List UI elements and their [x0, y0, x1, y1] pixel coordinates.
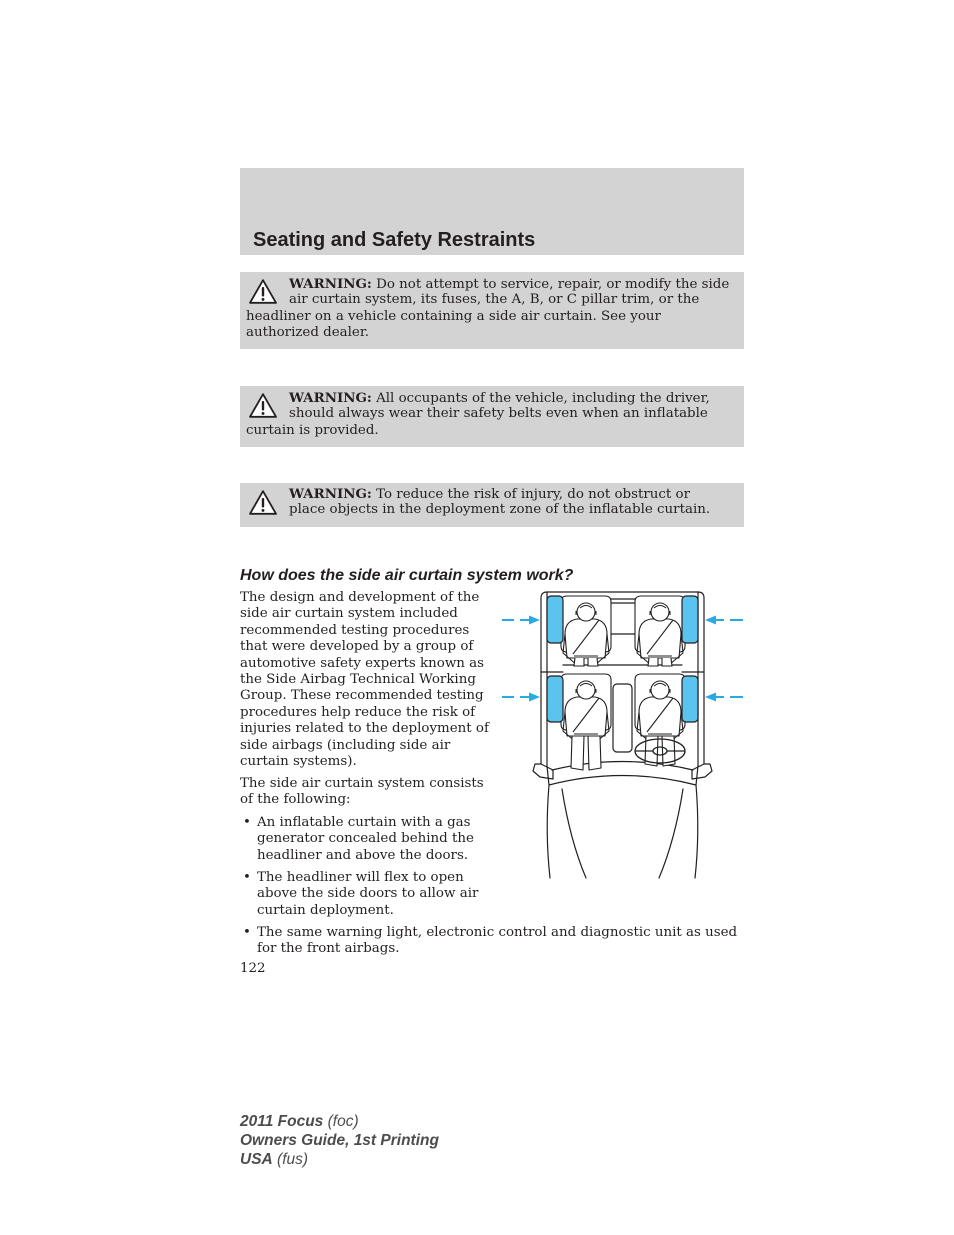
paragraph-line: Group. These recommended testing [240, 688, 484, 704]
arrow-left-front-icon [502, 693, 540, 702]
warning-box-service [240, 272, 744, 349]
footer-model-line [240, 1112, 439, 1131]
warning-label: WARNING: [289, 276, 372, 292]
arrow-right-rear-icon [705, 616, 743, 625]
bullet-glyph: • [243, 870, 251, 885]
footer-region: USA [240, 1151, 273, 1168]
components-intro-paragraph [240, 776, 484, 809]
warning-line [240, 276, 744, 292]
paragraph-line: of the following: [240, 792, 351, 808]
section-header [240, 168, 744, 255]
intro-paragraph [240, 590, 489, 770]
paragraph-line: procedures help reduce the risk of [240, 704, 476, 720]
page-title: Seating and Safety Restraints [253, 229, 536, 251]
paragraph-line: side air curtain system included [240, 606, 458, 622]
footer-region-code: (fus) [277, 1151, 309, 1168]
warning-line: place objects in the deployment zone of the inflatable curtain. [289, 502, 711, 518]
warning-line [240, 486, 744, 502]
bullet-glyph: • [243, 815, 251, 830]
warning-box-deployment-zone [240, 483, 744, 527]
warning-line: authorized dealer. [246, 325, 370, 341]
curtain-right-front [682, 676, 698, 722]
paragraph-line: automotive safety experts known as [240, 655, 485, 671]
curtain-left-front [547, 676, 563, 722]
occupant-driver [635, 674, 685, 766]
section-heading: How does the side air curtain system work? [240, 567, 574, 584]
list-item-line: above the side doors to allow air [257, 886, 479, 902]
occupant-rear-right [635, 596, 685, 666]
warning-label: WARNING: [289, 486, 372, 502]
warning-line: headliner on a vehicle containing a side air curtain. See your [246, 308, 661, 324]
paragraph-line: The side air curtain system consists [240, 776, 484, 791]
list-item-line: for the front airbags. [257, 941, 400, 957]
list-item-line: generator concealed behind the [257, 831, 474, 847]
warning-line: should always wear their safety belts even when an inflatable [289, 406, 708, 422]
footer-model: 2011 Focus [240, 1113, 324, 1130]
side-mirror-left [533, 764, 553, 779]
warning-text: Do not attempt to service, repair, or modify the side [376, 277, 730, 292]
arrow-left-rear-icon [502, 616, 540, 625]
page-number: 122 [240, 961, 266, 976]
paragraph-line: that were developed by a group of [240, 639, 474, 655]
list-item-line: The headliner will flex to open [257, 870, 464, 885]
list-item-line: curtain deployment. [257, 902, 394, 918]
footer-guide-line: Owners Guide, 1st Printing [240, 1132, 439, 1149]
warning-line [240, 390, 744, 406]
paragraph-line: side airbags (including side air [240, 737, 451, 753]
side-mirror-right [692, 764, 712, 779]
paragraph-line: injuries related to the deployment of [240, 721, 489, 737]
arrow-right-front-icon [705, 693, 743, 702]
paragraph-line: curtain systems). [240, 753, 357, 769]
paragraph-line: recommended testing procedures [240, 622, 470, 638]
warning-line: air curtain system, its fuses, the A, B, or C pillar trim, or the [289, 292, 700, 308]
warning-label: WARNING: [289, 390, 372, 406]
dashboard-and-hood [547, 762, 698, 879]
curtain-right-rear [682, 596, 698, 643]
list-item-line: An inflatable curtain with a gas [257, 815, 471, 830]
warning-line: curtain is provided. [246, 422, 379, 438]
warning-box-safety-belts [240, 386, 744, 447]
footer-model-code: (foc) [327, 1113, 359, 1130]
bullet-glyph: • [243, 925, 251, 940]
steering-wheel [635, 739, 685, 763]
paragraph-line: The design and development of the [240, 590, 480, 605]
document-footer [240, 1112, 439, 1169]
list-item-line: headliner and above the doors. [257, 847, 469, 863]
side-air-curtain-illustration [500, 588, 745, 880]
paragraph-line: the Side Airbag Technical Working [240, 671, 476, 687]
warning-text: To reduce the risk of injury, do not obstruct or [376, 487, 691, 502]
list-item-line: The same warning light, electronic control and diagnostic unit as used [257, 925, 738, 940]
occupant-front-passenger [561, 674, 611, 770]
occupant-rear-left [561, 596, 611, 666]
list-item [240, 925, 744, 958]
curtain-left-rear [547, 596, 563, 643]
warning-text: All occupants of the vehicle, including the driver, [376, 391, 710, 406]
footer-region-line [240, 1150, 439, 1169]
